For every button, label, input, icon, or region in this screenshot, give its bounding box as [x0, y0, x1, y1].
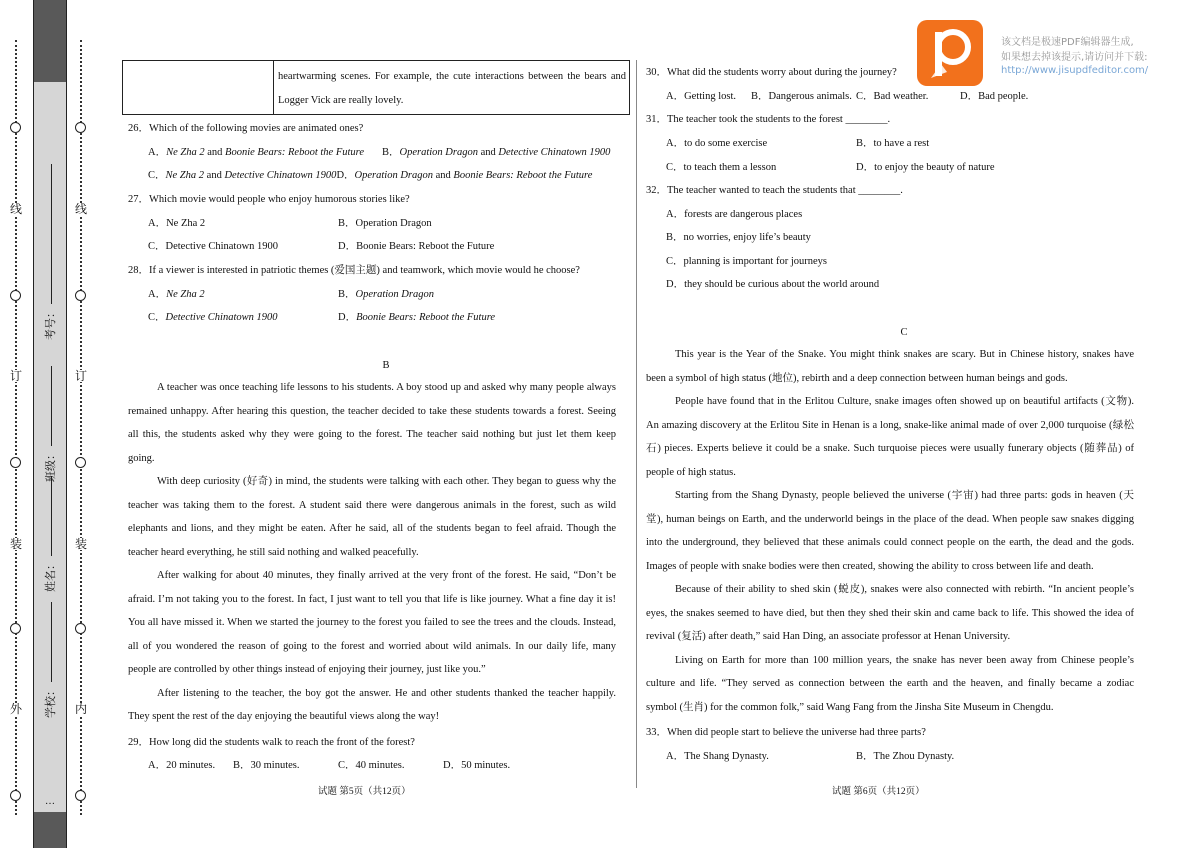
passage-b-paragraph-2: With deep curiosity (好奇) in mind, the students were talking with each other. They began to guess why the teacher was taking them to the forest. A student said there were dangerous animals in the forest, such as wild elephants and lions, and they might be eaten. After he said, all of the students began to feel afraid. Though the teacher heard everything, he still said nothing and walked peacefully. [128, 476, 616, 558]
passage-b-paragraph-4: After listening to the teacher, the boy got the answer. He and other students thanked the teacher happily. They spent the rest of the day enjoying the beautiful views along the way! [128, 687, 616, 722]
watermark-line2: 如果想去掉该提示,请访问并下载: [1001, 52, 1148, 63]
outer-mark-ding: 订 [9, 369, 22, 383]
table-cell-line2: Logger Vick are really lovely. [278, 95, 404, 106]
outer-circle [10, 290, 21, 301]
strip-ellipsis: … [45, 796, 55, 807]
name-label: 姓名： [45, 559, 57, 592]
section-b-heading: B [382, 360, 390, 371]
q28-option-d[interactable]: D．Boonie Bears: Reboot the Future [338, 312, 496, 323]
q28-option-b[interactable]: B．Operation Dragon [338, 289, 434, 300]
table-cell-line1: heartwarming scenes. For example, the cute interactions between the bears and [278, 71, 626, 82]
passage-b-paragraph-3: After walking for about 40 minutes, they finally arrived at the very front of the forest. He said, “Don’t be afraid. I’m not taking you to the forest. In fact, I just want to tell you that life is like journey. What a fine day it is! You all have missed it. When we started the journey to the forest you failed to see the trees and the clouds. Instead, all of you wondered the reason of going to the forest and worried about wild animals. In our daily life, many people are controlled by other things instead of enjoying their journey, just like you.” [128, 570, 616, 675]
inner-mark-xian: 线 [74, 202, 87, 216]
q33-option-b[interactable]: B．The Zhou Dynasty. [856, 751, 955, 762]
passage-c [646, 343, 1134, 719]
q33-option-a[interactable]: A．The Shang Dynasty. [666, 751, 769, 762]
q29-option-c[interactable]: C．40 minutes. [338, 760, 405, 771]
outer-mark-xian: 线 [9, 202, 22, 216]
q29-option-d[interactable]: D．50 minutes. [443, 760, 511, 771]
table-column-divider [273, 60, 274, 115]
inner-cut-line [80, 40, 82, 815]
class-label: 班级： [45, 449, 57, 482]
q32-option-c[interactable]: C．planning is important for journeys [666, 256, 827, 267]
q31-option-b[interactable]: B．to have a rest [856, 138, 930, 149]
watermark-url-link[interactable]: http://www.jisupdfeditor.com/ [1001, 65, 1149, 76]
q32-option-a[interactable]: A．forests are dangerous places [666, 209, 803, 220]
q29-option-a[interactable]: A．20 minutes. [148, 760, 216, 771]
passage-c-paragraph-3: Starting from the Shang Dynasty, people believed the universe (宇宙) had three parts: gods in heaven (天 堂), human beings on Earth, and the underworld beings in the place of the dead. When people saw snakes digging into the underground, they believed that these animals could connect people on the earth, the dead and the gods. Images of people with snake bodies were then created, showing the ability to cross between life and death. [646, 490, 1134, 572]
section-c-heading: C [900, 327, 908, 338]
passage-b [128, 376, 616, 729]
binding-strip-dark-top [34, 0, 66, 82]
outer-circle [10, 122, 21, 133]
q27-option-b[interactable]: B．Operation Dragon [338, 218, 432, 229]
outer-circle [10, 790, 21, 801]
class-field[interactable] [42, 366, 58, 482]
passage-c-paragraph-4: Because of their ability to shed skin (蜕皮), snakes were also connected with rebirth. “In ancient people’s eyes, the snakes seemed to have died, but then they shed their skin and came back to life. This showed the idea of revival (复活) after death,” said Han Ding, an associate professor at Henan University. [646, 584, 1134, 642]
q27-option-d[interactable]: D．Boonie Bears: Reboot the Future [338, 241, 495, 252]
q30-stem: 30．What did the students worry about during the journey? [646, 67, 897, 78]
q32-stem: 32．The teacher wanted to teach the students that ________. [646, 185, 903, 196]
q26-option-b[interactable]: B．Operation Dragon and Detective Chinatown 1900 [382, 147, 611, 158]
passage-c-paragraph-5: Living on Earth for more than 100 million years, the snake has never been away from Chinese people’s culture and life. “They served as connection between the earth and the heaven, and finally became a zodiac symbol (生肖) for the common folk,” said Wang Fang from the Jinsha Site Museum in Chengdu. [646, 654, 1134, 713]
q32-option-d[interactable]: D．they should be curious about the world around [666, 279, 880, 290]
passage-c-paragraph-2: People have found that in the Erlitou Culture, snake images often showed up on beautiful artifacts (文物). An amazing discovery at the Erlitou Site in Henan is a long, snake-like animal made of over 2,000 turquoise (绿松 石) pieces. Experts believe it could be a snake. Such turquoise pieces were usually funerary objects (随葬品) of people of high status. [646, 396, 1134, 478]
q31-option-d[interactable]: D．to enjoy the beauty of nature [856, 162, 995, 173]
q27-option-a[interactable]: A．Ne Zha 2 [148, 218, 206, 229]
inner-circle [75, 122, 86, 133]
pdf-editor-logo-glyph [917, 20, 983, 86]
q30-option-c[interactable]: C．Bad weather. [856, 91, 929, 102]
q28-option-a[interactable]: A．Ne Zha 2 [148, 289, 205, 300]
outer-circle [10, 457, 21, 468]
inner-mark-ding: 订 [74, 369, 87, 383]
id-field[interactable] [42, 164, 58, 340]
q29-option-b[interactable]: B．30 minutes. [233, 760, 300, 771]
page-footer-right: 试题 第6页（共12页） [832, 787, 925, 797]
q31-option-a[interactable]: A．to do some exercise [666, 138, 768, 149]
q27-stem: 27．Which movie would people who enjoy humorous stories like? [128, 194, 410, 205]
q26-option-a[interactable]: A．Ne Zha 2 and Boonie Bears: Reboot the Future [148, 147, 365, 158]
outer-cut-line [15, 40, 17, 815]
q32-option-b[interactable]: B．no worries, enjoy life’s beauty [666, 232, 811, 243]
inner-circle [75, 457, 86, 468]
inner-circle [75, 623, 86, 634]
q26-option-c[interactable]: C．Ne Zha 2 and Detective Chinatown 1900D．Operation Dragon and Boonie Bears: Reboot the Future [148, 170, 593, 181]
school-label: 学校： [45, 685, 57, 718]
passage-b-paragraph-1: A teacher was once teaching life lessons to his students. A boy stood up and asked why many people always remained unhappy. After hearing this question, the teacher decided to take these students towards a forest. Seeing all this, the students asked why they were going to the forest. The teacher said nothing but just let them keep going. [128, 382, 616, 464]
watermark-line1: 该文档是极速PDF编辑器生成, [1001, 37, 1134, 48]
page-footer-left: 试题 第5页（共12页） [318, 787, 411, 797]
column-divider [636, 60, 637, 788]
q30-option-a[interactable]: A．Getting lost. [666, 91, 736, 102]
school-field[interactable] [42, 602, 58, 718]
inner-mark-nei: 内 [74, 702, 87, 716]
q28-stem: 28．If a viewer is interested in patriotic themes (爱国主题) and teamwork, which movie would he choose? [128, 265, 580, 276]
name-field[interactable] [42, 476, 58, 592]
q33-stem: 33．When did people start to believe the universe had three parts? [646, 727, 926, 738]
binding-strip-dark-bottom [34, 812, 66, 848]
pdf-editor-logo-icon [917, 20, 983, 86]
q30-option-b[interactable]: B．Dangerous animals. [751, 91, 852, 102]
q31-stem: 31．The teacher took the students to the forest ________. [646, 114, 891, 125]
outer-mark-wai: 外 [9, 702, 22, 716]
q31-option-c[interactable]: C．to teach them a lesson [666, 162, 777, 173]
q27-option-c[interactable]: C．Detective Chinatown 1900 [148, 241, 279, 252]
q28-option-c[interactable]: C．Detective Chinatown 1900 [148, 312, 278, 323]
inner-circle [75, 790, 86, 801]
q29-stem: 29．How long did the students walk to reach the front of the forest? [128, 737, 415, 748]
outer-mark-zhuang: 装 [9, 537, 22, 551]
inner-mark-zhuang: 装 [74, 537, 87, 551]
inner-circle [75, 290, 86, 301]
q30-option-d[interactable]: D．Bad people. [960, 91, 1029, 102]
id-label: 考号： [45, 307, 57, 340]
outer-circle [10, 623, 21, 634]
q26-stem: 26．Which of the following movies are animated ones? [128, 123, 364, 134]
passage-c-paragraph-1: This year is the Year of the Snake. You might think snakes are scary. But in Chinese history, snakes have been a symbol of high status (地位), rebirth and a deep connection between human beings and gods. [646, 349, 1134, 384]
